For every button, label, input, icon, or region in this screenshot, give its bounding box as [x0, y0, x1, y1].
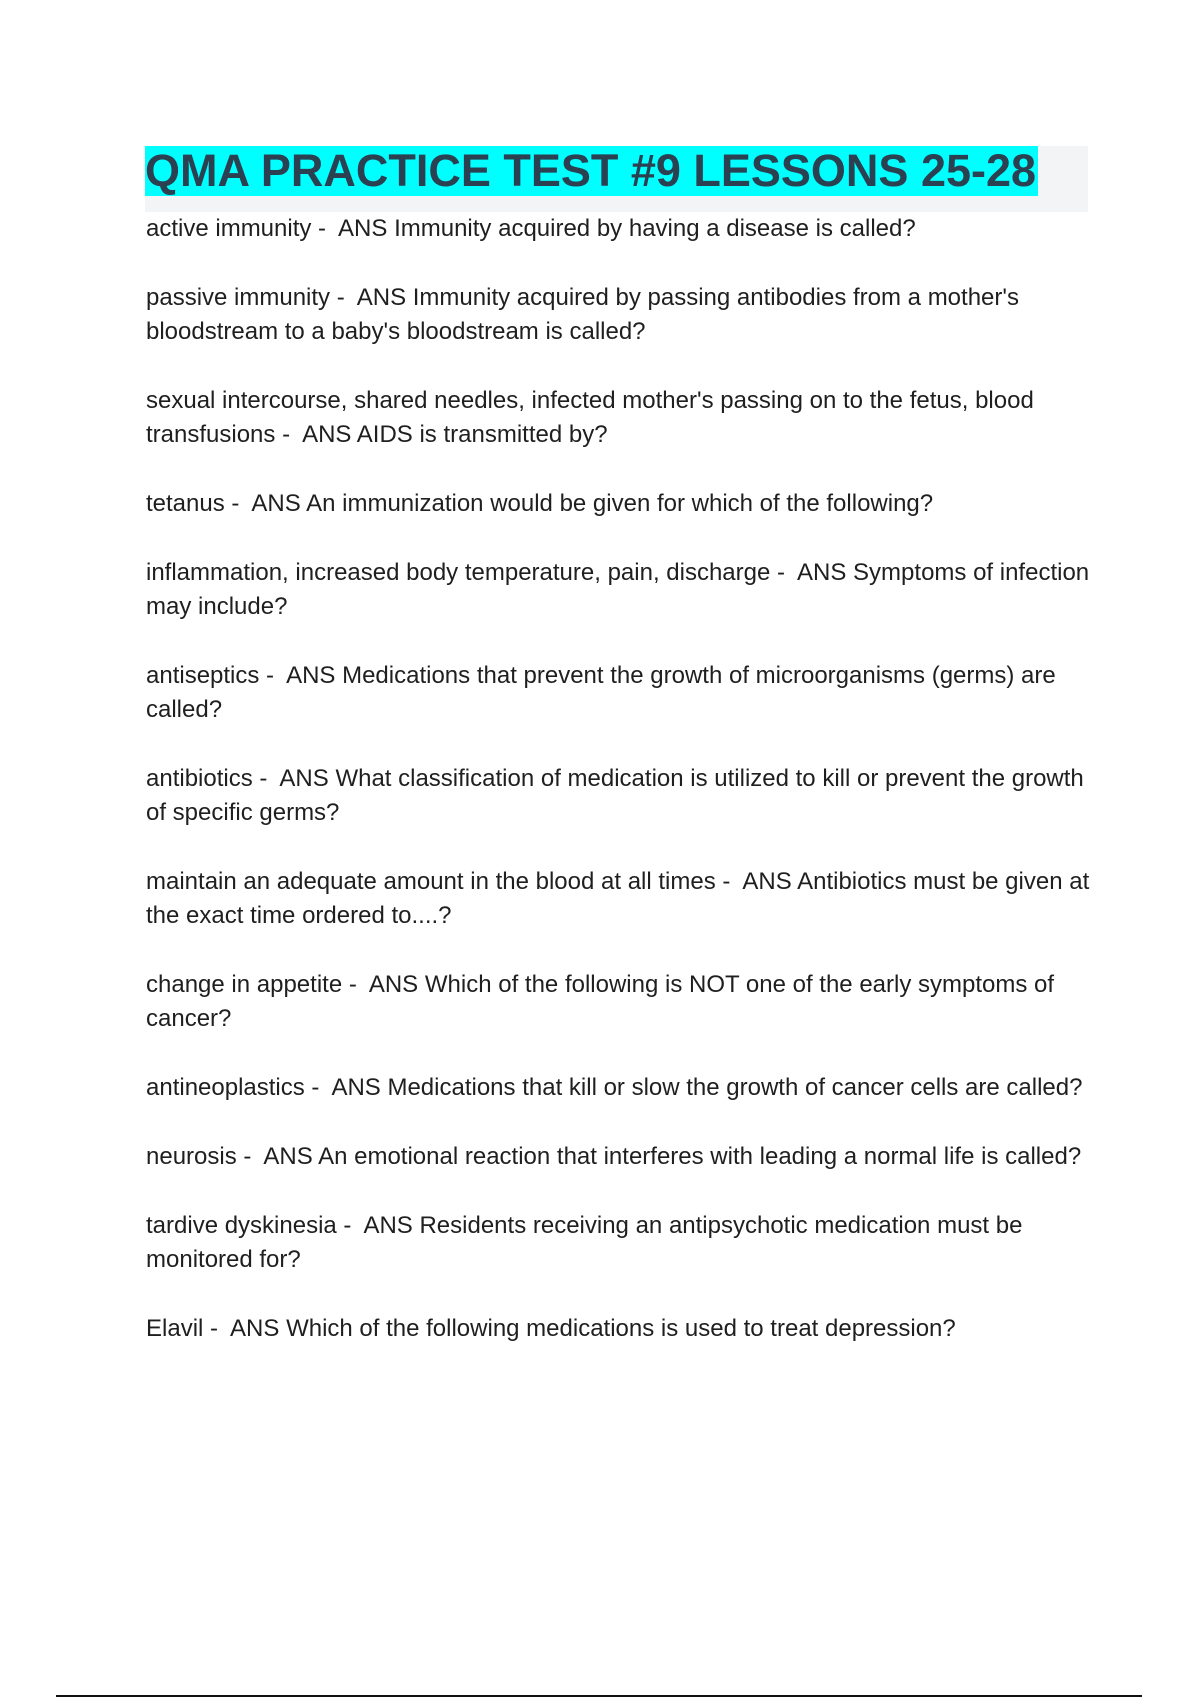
- question-text: What classification of medication is utilized to kill or prevent the growth of specific germs?: [146, 765, 1091, 826]
- question-text: Immunity acquired by having a disease is called?: [394, 215, 916, 242]
- question-text: AIDS is transmitted by?: [356, 421, 608, 448]
- ans-label: ANS: [251, 490, 301, 517]
- question-text: Symptoms of infection may include?: [146, 559, 1096, 620]
- answer-term: Elavil: [146, 1315, 204, 1342]
- qa-item: [146, 487, 1096, 521]
- question-text: Which of the following is NOT one of the early symptoms of cancer?: [146, 971, 1061, 1032]
- separator: -: [275, 421, 303, 448]
- qa-item: [146, 1312, 1096, 1346]
- question-text: An emotional reaction that interferes with leading a normal life is called?: [318, 1143, 1082, 1170]
- separator: -: [770, 559, 798, 586]
- ans-label: ANS: [263, 1143, 313, 1170]
- separator: -: [252, 765, 280, 792]
- separator-2: [406, 284, 413, 311]
- ans-label: ANS: [331, 1074, 381, 1101]
- ans-label: ANS: [797, 559, 847, 586]
- question-text: Antibiotics must be given at the exact time ordered to....?: [146, 868, 1096, 929]
- qa-item: [146, 384, 1096, 452]
- ans-label: ANS: [302, 421, 352, 448]
- separator: -: [224, 490, 252, 517]
- answer-term: antineoplastics: [146, 1074, 305, 1101]
- ans-label: ANS: [356, 284, 407, 311]
- separator-2: [418, 971, 425, 998]
- question-text: Residents receiving an antipsychotic medication must be monitored for?: [146, 1212, 1030, 1273]
- answer-term: inflammation, increased body temperature, pain, discharge: [146, 559, 771, 586]
- separator: -: [304, 1074, 332, 1101]
- qa-item: [146, 968, 1096, 1036]
- answer-term: tardive dyskinesia: [146, 1212, 337, 1239]
- ans-label: ANS: [363, 1212, 413, 1239]
- qa-item: [146, 865, 1096, 933]
- footer-divider: [56, 1695, 1142, 1697]
- page-title: QMA PRACTICE TEST #9 LESSONS 25-28: [145, 145, 1037, 196]
- title-bar: [145, 146, 1088, 212]
- answer-term: maintain an adequate amount in the blood at all times: [146, 868, 716, 895]
- answer-term: antibiotics: [146, 765, 253, 792]
- answer-term: passive immunity: [146, 284, 331, 311]
- ans-label: ANS: [286, 662, 336, 689]
- separator: -: [311, 215, 339, 242]
- question-text: Immunity acquired by passing antibodies from a mother's bloodstream to a baby's bloodstream is called?: [146, 284, 1026, 345]
- ans-label: ANS: [368, 971, 419, 998]
- qa-item: [146, 281, 1096, 349]
- qa-item: [146, 1209, 1096, 1277]
- question-text: Medications that kill or slow the growth of cancer cells are called?: [387, 1074, 1083, 1101]
- qa-item: [146, 1140, 1096, 1174]
- ans-label: ANS: [230, 1315, 280, 1342]
- separator: -: [336, 1212, 364, 1239]
- qa-item: [146, 659, 1096, 727]
- qa-item: [146, 1071, 1096, 1105]
- qa-item: [146, 556, 1096, 624]
- answer-term: antiseptics: [146, 662, 260, 689]
- qa-item: [146, 212, 1096, 246]
- answer-term: active immunity: [146, 215, 312, 242]
- ans-label: ANS: [742, 868, 792, 895]
- answer-term: change in appetite: [146, 971, 343, 998]
- separator: -: [715, 868, 743, 895]
- answer-term: tetanus: [146, 490, 225, 517]
- separator: -: [203, 1315, 231, 1342]
- separator: -: [259, 662, 287, 689]
- separator: -: [330, 284, 357, 311]
- separator: -: [236, 1143, 264, 1170]
- question-text: Which of the following medications is used to treat depression?: [286, 1315, 956, 1342]
- question-text: Medications that prevent the growth of microorganisms (germs) are called?: [146, 662, 1063, 723]
- qa-list: [146, 212, 1096, 1381]
- answer-term: neurosis: [146, 1143, 237, 1170]
- qa-item: [146, 762, 1096, 830]
- separator: -: [342, 971, 369, 998]
- question-text: An immunization would be given for which of the following?: [306, 490, 934, 517]
- ans-label: ANS: [279, 765, 329, 792]
- answer-term: sexual intercourse, shared needles, infected mother's passing on to the fetus, blood transfusions: [146, 387, 1041, 448]
- ans-label: ANS: [338, 215, 388, 242]
